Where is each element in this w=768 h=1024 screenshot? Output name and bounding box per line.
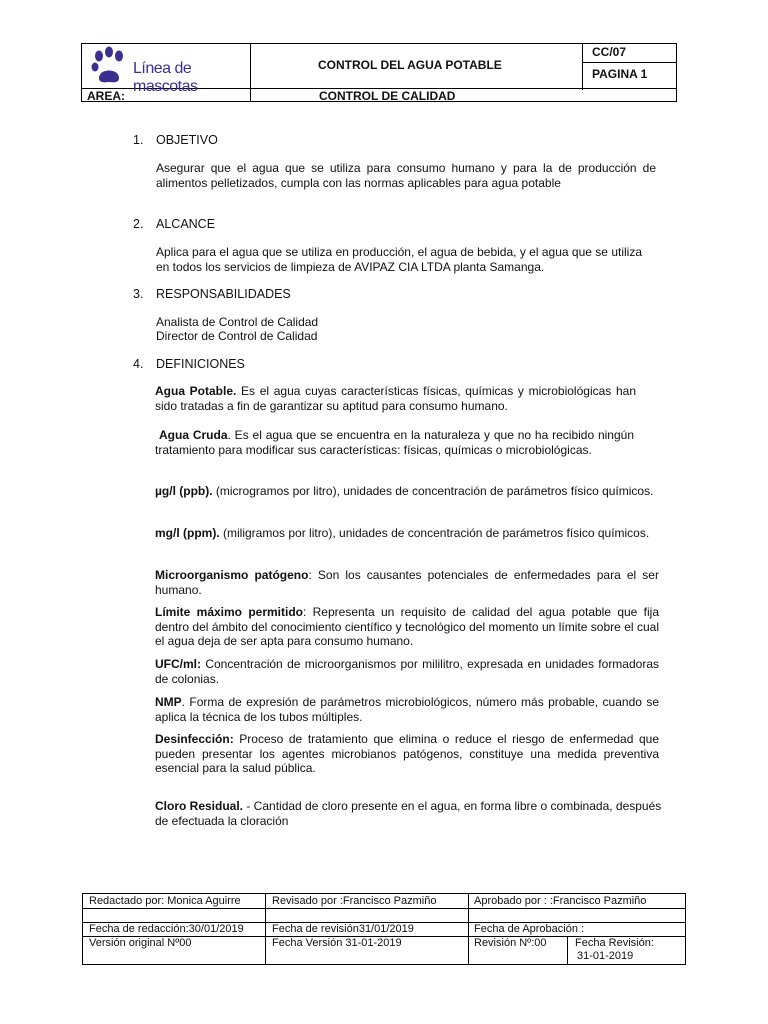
footer-divider xyxy=(468,894,469,964)
definition-limite-maximo xyxy=(155,605,659,649)
definition-text: - Cantidad de cloro presente en el agua, en forma libre o combinada, después de efectuada la cloración xyxy=(155,799,662,828)
definition-agua-potable xyxy=(155,384,636,413)
definition-nmp xyxy=(155,695,659,724)
fecha-version: Fecha Versión 31-01-2019 xyxy=(272,937,402,949)
fecha-revision-label: Fecha Revisión: xyxy=(575,937,654,949)
definition-term: Microorganismo patógeno xyxy=(155,568,309,582)
objetivo-text: Asegurar que el agua que se utiliza para consumo humano y para la de producción de alimentos pelletizados, cumpla con las normas aplicables para agua potable xyxy=(156,161,656,190)
definition-term: Cloro Residual. xyxy=(155,799,244,813)
definition-desinfeccion xyxy=(155,732,659,776)
footer-divider xyxy=(83,908,685,909)
revisado-por: Revisado por :Francisco Pazmiño xyxy=(272,895,437,907)
section-title-objetivo: OBJETIVO xyxy=(156,133,218,147)
version-original: Versión original Nº00 xyxy=(89,937,192,949)
definition-term: Desinfección: xyxy=(155,732,234,746)
definition-text: : Representa un requisito de calidad del agua potable que fija dentro del ámbito del conocimiento científico y tecnológico del momento un límite sobre el cual el agua deja de ser apta para consumo humano. xyxy=(155,605,659,648)
definition-text: Es el agua cuyas características físicas, químicas y microbiológicas han sido tratadas a fin de garantizar su aptitud para consumo humano. xyxy=(155,384,636,413)
area-label: AREA: xyxy=(87,89,125,103)
definition-term: UFC/ml: xyxy=(155,657,201,671)
document-header xyxy=(81,43,677,102)
definition-term: µg/l (ppb). xyxy=(155,484,213,498)
section-number: 2. xyxy=(133,217,144,231)
definition-term: mg/l (ppm). xyxy=(155,526,220,540)
header-divider xyxy=(250,44,251,101)
alcance-text: Aplica para el agua que se utiliza en producción, el agua de bebida, y el agua que se utiliza en todos los servicios de limpieza de AVIPAZ CIA LTDA planta Samanga. xyxy=(156,245,642,274)
definition-text: Concentración de microorganismos por mililitro, expresada en unidades formadoras de colonias. xyxy=(155,657,659,686)
definition-microorganismo xyxy=(155,568,659,597)
aprobado-por: Aprobado por : :Francisco Pazmiño xyxy=(474,895,647,907)
section-title-responsabilidades: RESPONSABILIDADES xyxy=(156,287,291,301)
area-value: CONTROL DE CALIDAD xyxy=(319,89,456,103)
page-number: PAGINA 1 xyxy=(592,67,648,81)
definition-text: Proceso de tratamiento que elimina o reduce el riesgo de enfermedad que pueden presentar los agentes microbianos patógenos, constituye una medida preventiva esencial para la salud pública. xyxy=(155,732,659,775)
section-title-alcance: ALCANCE xyxy=(156,217,216,231)
fecha-revision: Fecha de revisión31/01/2019 xyxy=(272,923,414,935)
document-footer xyxy=(82,893,686,965)
definition-agua-cruda xyxy=(155,428,634,457)
section-number: 1. xyxy=(133,133,144,147)
definition-ug-l xyxy=(155,484,658,499)
definition-text: . Es el agua que se encuentra en la naturaleza y que no ha recibido ningún tratamiento para modificar sus características: físicas, químicas o microbiológicas. xyxy=(155,428,634,457)
revision-numero: Revisión Nº:00 xyxy=(474,937,547,949)
redactado-por: Redactado por: Monica Aguirre xyxy=(89,895,241,907)
logo-text: Línea de mascotas xyxy=(133,60,198,95)
definition-text: (microgramos por litro), unidades de concentración de parámetros físico químicos. xyxy=(212,484,654,498)
fecha-aprobacion: Fecha de Aprobación : xyxy=(474,923,585,935)
fecha-revision-date: 31-01-2019 xyxy=(577,950,634,962)
responsable-director: Director de Control de Calidad xyxy=(156,329,318,343)
fecha-redaccion: Fecha de redacción:30/01/2019 xyxy=(89,923,244,935)
section-number: 3. xyxy=(133,287,144,301)
definition-text: : Son los causantes potenciales de enfermedades para el ser humano. xyxy=(155,568,659,597)
document-code: CC/07 xyxy=(592,45,627,59)
section-number: 4. xyxy=(133,357,144,371)
definition-term: Límite máximo permitido xyxy=(155,605,303,619)
header-divider xyxy=(582,62,676,63)
definition-ufc-ml xyxy=(155,657,659,686)
definition-term: NMP xyxy=(155,695,182,709)
company-logo xyxy=(91,46,241,95)
definition-term: Agua Potable. xyxy=(155,384,237,398)
definition-text: . Forma de expresión de parámetros microbiológicos, número más probable, cuando se aplica la técnica de los tubos múltiples. xyxy=(155,695,659,724)
definition-cloro-residual xyxy=(155,799,665,828)
definition-term: Agua Cruda xyxy=(159,428,228,442)
definition-text: (miligramos por litro), unidades de concentración de parámetros físico químicos. xyxy=(219,526,650,540)
header-divider xyxy=(582,44,583,90)
footer-divider xyxy=(567,936,568,964)
document-title: CONTROL DEL AGUA POTABLE xyxy=(318,58,502,72)
footer-divider xyxy=(265,894,266,964)
definition-mg-l xyxy=(155,526,658,541)
paw-icon xyxy=(91,46,127,86)
section-title-definiciones: DEFINICIONES xyxy=(156,357,245,371)
responsable-analista: Analista de Control de Calidad xyxy=(156,315,319,329)
